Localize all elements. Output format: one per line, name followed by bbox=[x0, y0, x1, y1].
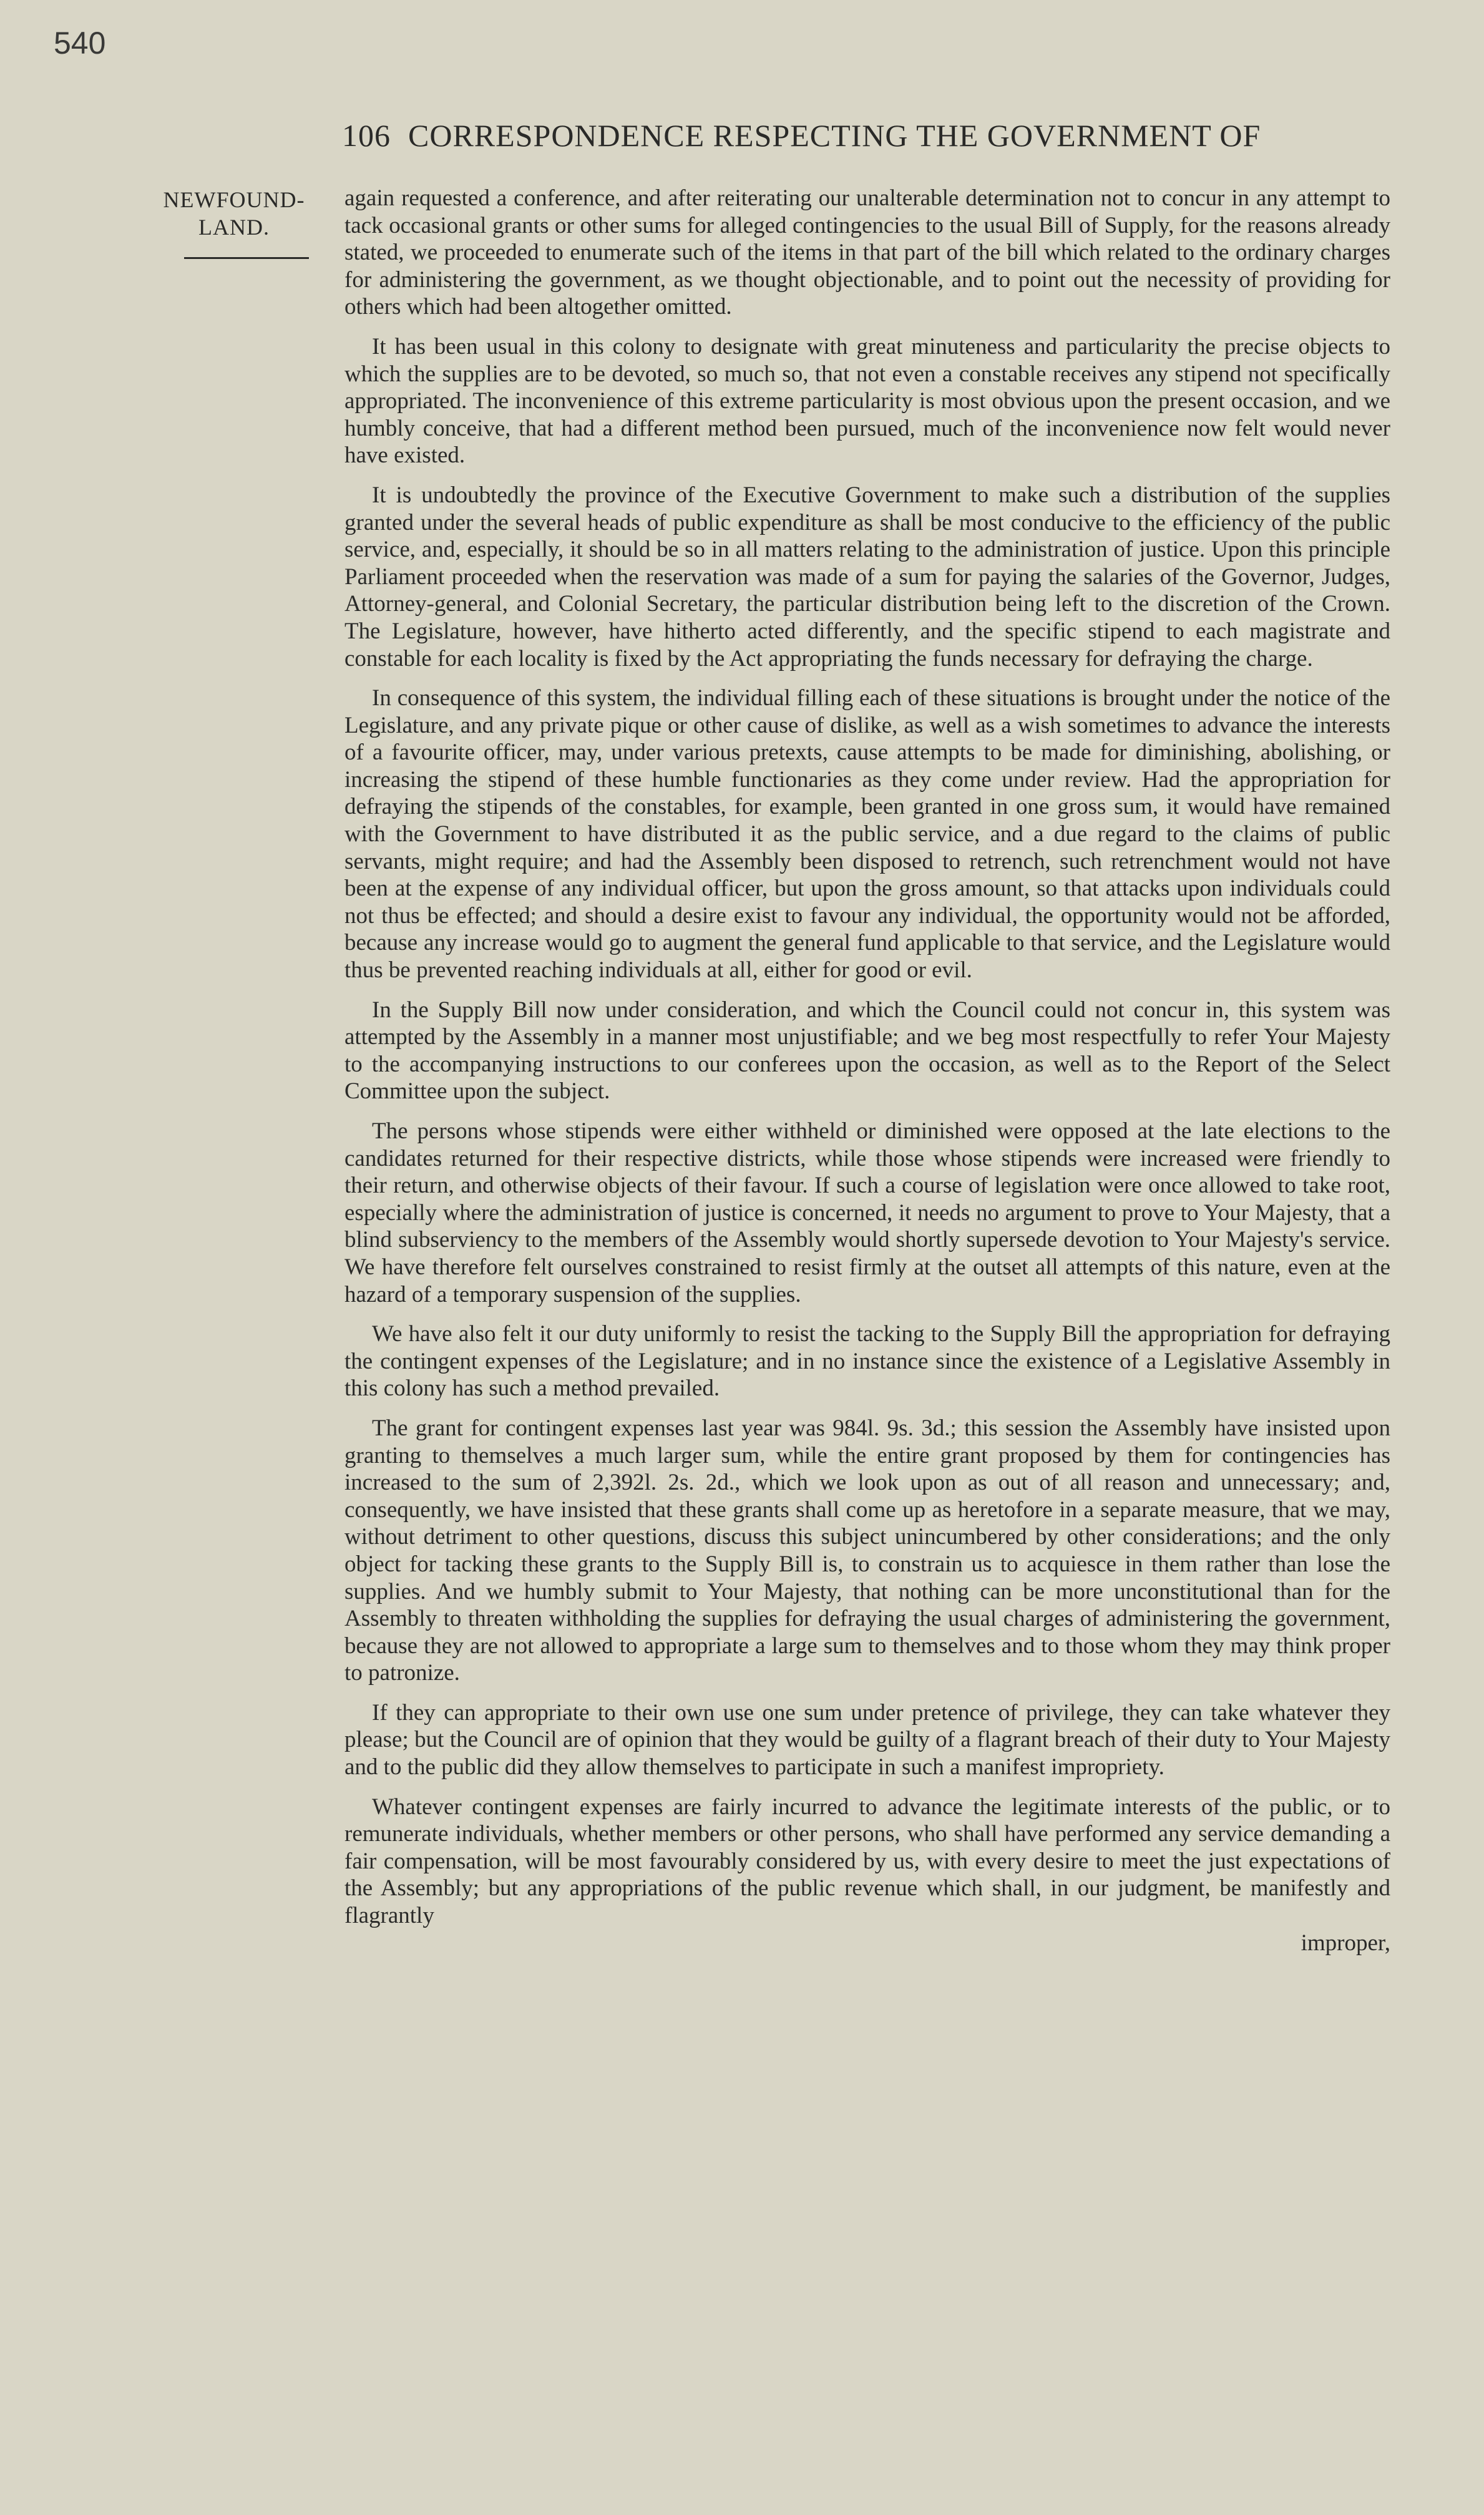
margin-note-line-1: NEWFOUND- bbox=[163, 187, 305, 212]
body-text bbox=[344, 185, 1390, 1956]
paragraph-3: It is undoubtedly the province of the Executive Government to make such a distribution of the supplies granted under the several heads of public expenditure as shall be most conducive to the efficiency of the public service, and, especially, it should be so in all matters relating to the administration of justice. Upon this principle Parliament proceeded when the reservation was made of a sum for paying the salaries of the Governor, Judges, Attorney-general, and Colonial Secretary, the particular distribution being left to the discretion of the Crown. The Legislature, however, have hitherto acted differently, and the specific stipend to each magistrate and constable for each locality is fixed by the Act appropriating the funds necessary for defraying the charge. bbox=[344, 482, 1390, 671]
paragraph-8: The grant for contingent expenses last year was 984l. 9s. 3d.; this session the Assembly have insisted upon granting to themselves a much larger sum, while the entire grant proposed by them for contingencies has increased to the sum of 2,392l. 2s. 2d., which we look upon as out of all reason and unnecessary; and, consequently, we have insisted that these grants shall come up as heretofore in a separate measure, that we may, without detriment to other questions, discuss this subject unincumbered by other considerations; and the only object for tacking these grants to the Supply Bill is, to constrain us to acquiesce in them rather than lose the supplies. And we humbly submit to Your Majesty, that nothing can be more unconstitutional than for the Assembly to threaten withholding the supplies for defraying the usual charges of administering the government, because they are not allowed to appropriate a large sum to themselves and to those whom they may think proper to patronize. bbox=[344, 1415, 1390, 1686]
paragraph-2: It has been usual in this colony to designate with great minuteness and particularity the precise objects to which the supplies are to be devoted, so much so, that not even a constable receives any stipend not specifically appropriated. The inconvenience of this extreme particularity is most obvious upon the present occasion, and we humbly conceive, that had a different method been pursued, much of the inconvenience now felt would never have existed. bbox=[344, 333, 1390, 469]
margin-note-line-2: LAND. bbox=[198, 215, 270, 240]
running-head-title: CORRESPONDENCE RESPECTING THE GOVERNMENT OF bbox=[408, 118, 1261, 153]
folio-number: 106 bbox=[342, 118, 391, 153]
page-number: 540 bbox=[54, 26, 106, 61]
paragraph-4: In consequence of this system, the individual filling each of these situations is brought under the notice of the Legislature, and any private pique or other cause of dislike, as well as a wish sometimes to advance the interests of a favourite officer, may, under various pretexts, cause attempts to be made for diminishing, abolishing, or increasing the stipend of these humble functionaries as they come under review. Had the appropriation for defraying the stipends of the constables, for example, been granted in one gross sum, it would have remained with the Government to have distributed it as the public service, and a due regard to the claims of public servants, might require; and had the Assembly been disposed to retrench, such retrenchment would not have been at the expense of any individual officer, but upon the gross amount, so that attacks upon individuals could not thus be effected; and should a desire exist to favour any individual, the opportunity would not be afforded, because any increase would go to augment the general fund applicable to that service, and the Legislature would thus be prevented reaching individuals at all, either for good or evil. bbox=[344, 685, 1390, 984]
margin-note-rule bbox=[184, 257, 309, 259]
paragraph-10: Whatever contingent expenses are fairly incurred to advance the legitimate interests of the public, or to remunerate individuals, whether members or other persons, who shall have performed any service demanding a fair compensation, will be most favourably considered by us, with every desire to meet the just expectations of the Assembly; but any appropriations of the public revenue which shall, in our judgment, be manifestly and flagrantly bbox=[344, 1794, 1390, 1929]
running-head bbox=[342, 117, 1390, 154]
paragraph-6: The persons whose stipends were either withheld or diminished were opposed at the late elections to the candidates returned for their respective districts, while those whose stipends were increased were friendly to their return, and otherwise objects of their favour. If such a course of legislation were once allowed to take root, especially where the administration of justice is concerned, it needs no argument to prove to Your Majesty, that a blind subserviency to the members of the Assembly would shortly supersede devotion to Your Majesty's service. We have therefore felt ourselves constrained to resist firmly at the outset all attempts of this nature, even at the hazard of a temporary suspension of the supplies. bbox=[344, 1118, 1390, 1307]
paragraph-7: We have also felt it our duty uniformly to resist the tacking to the Supply Bill the appropriation for defraying the contingent expenses of the Legislature; and in no instance since the existence of a Legislative Assembly in this colony has such a method prevailed. bbox=[344, 1321, 1390, 1402]
paragraph-9: If they can appropriate to their own use one sum under pretence of privilege, they can take whatever they please; but the Council are of opinion that they would be guilty of a flagrant breach of their duty to Your Majesty and to the public did they allow themselves to participate in such a manifest impropriety. bbox=[344, 1699, 1390, 1780]
margin-note bbox=[150, 186, 318, 259]
paragraph-1: again requested a conference, and after reiterating our unalterable determination not to concur in any attempt to tack occasional grants or other sums for alleged contingencies to the usual Bill of Supply, for the reasons already stated, we proceeded to enumerate such of the items in that part of the bill which related to the ordinary charges for administering the government, as we thought objectionable, and to point out the necessity of providing for others which had been altogether omitted. bbox=[344, 185, 1390, 320]
catchword: improper, bbox=[1301, 1930, 1390, 1956]
paragraph-5: In the Supply Bill now under consideration, and which the Council could not concur in, this system was attempted by the Assembly in a manner most unjustifiable; and we beg most respectfully to refer Your Majesty to the accompanying instructions to our conferees upon the occasion, as well as to the Report of the Select Committee upon the subject. bbox=[344, 997, 1390, 1105]
